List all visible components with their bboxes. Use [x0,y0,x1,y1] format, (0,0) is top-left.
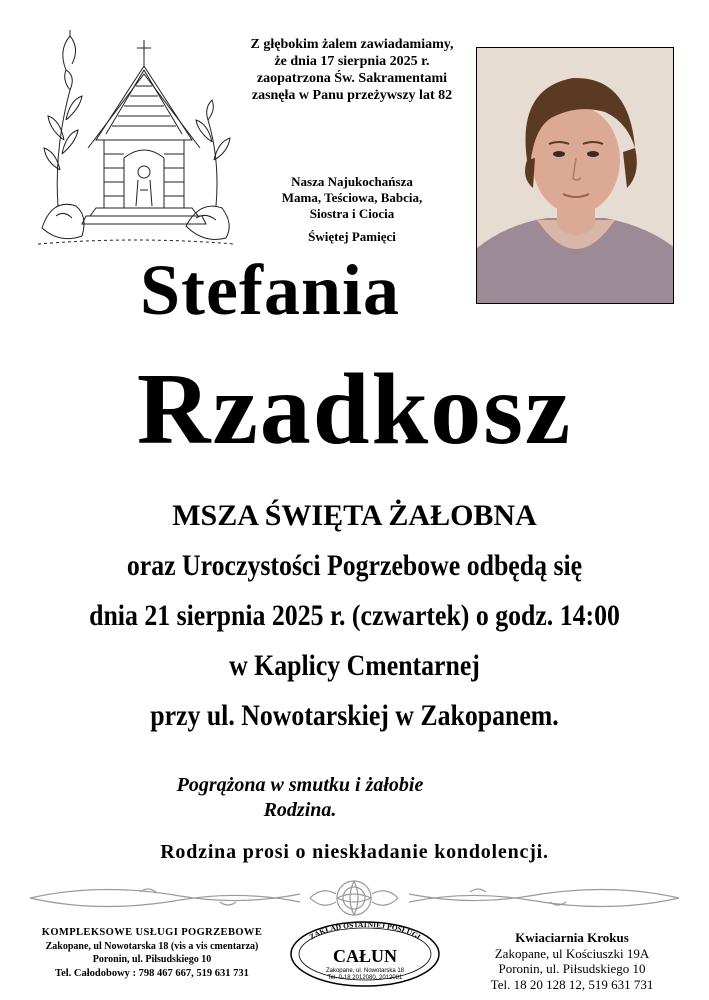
chapel-illustration [36,30,236,260]
intro-announcement [232,36,472,104]
mourners-signature [0,773,600,823]
deceased-last-name: Rzadkosz [136,353,573,466]
mourners-line: Rodzina. [263,799,337,821]
memory-label: Świętej Pamięci [308,229,396,244]
company-address: Poronin, ul. Piłsudskiego 10 [92,954,212,965]
florist-name: Kwiaciarnia Krokus [515,930,629,945]
svg-text:ZAKŁAD OSTATNIEJ POSŁUGI [308,920,422,941]
mourners-line: Pogrążona w smutku i żałobie [176,774,424,796]
mass-detail-line: przy ul. Nowotarskiej w Zakopanem. [150,699,559,732]
logo-arc-text: ZAKŁAD OSTATNIEJ POSŁUGI [307,919,423,942]
mass-title: MSZA ŚWIĘTA ŻAŁOBNA [172,499,537,532]
mass-detail-line: dnia 21 sierpnia 2025 r. (czwartek) o godz. 14:00 [89,599,620,632]
logo-address: Zakopane, ul. Nowotarska 18 [325,968,405,974]
intro-line: zasnęła w Panu przeżywszy lat 82 [251,88,453,103]
company-name: KOMPLEKSOWE USŁUGI POGRZEBOWE [41,927,263,938]
family-relations [270,174,434,222]
intro-line: że dnia 17 sierpnia 2025 r. [274,54,430,69]
condolence-request: Rodzina prosi o nieskładanie kondolencji. [160,841,549,863]
relations-line: Mama, Teściowa, Babcia, [281,190,423,205]
mass-detail-line: w Kaplicy Cmentarnej [229,649,480,682]
florist-phone: Tel. 18 20 128 12, 519 631 731 [490,976,654,992]
portrait-photo [476,47,674,304]
mass-detail-line: oraz Uroczystości Pogrzebowe odbędą się [126,549,583,582]
deceased-first-name: Stefania [140,250,400,330]
florist-info [448,930,696,992]
intro-line: zaopatrzona Św. Sakramentami [256,71,448,86]
funeral-company-info [16,926,288,980]
ornament-divider [20,876,689,920]
company-phone: Tel. Całodobowy : 798 467 667, 519 631 731 [55,967,249,979]
florist-address: Poronin, ul. Piłsudskiego 10 [498,961,646,976]
calun-logo [288,918,442,988]
company-address: Zakopane, ul Nowotarska 18 (vis a vis cmentarza) [45,940,259,952]
florist-address: Zakopane, ul Kościuszki 19A [494,945,650,961]
logo-name: CAŁUN [332,946,398,966]
relations-line: Siostra i Ciocia [309,206,395,221]
logo-phone: Tel. 0-18 2012080, 2012081 [327,975,403,981]
relations-line: Nasza Najukochańsza [291,174,413,189]
intro-line: Z głębokim żalem zawiadamiamy, [250,37,454,52]
